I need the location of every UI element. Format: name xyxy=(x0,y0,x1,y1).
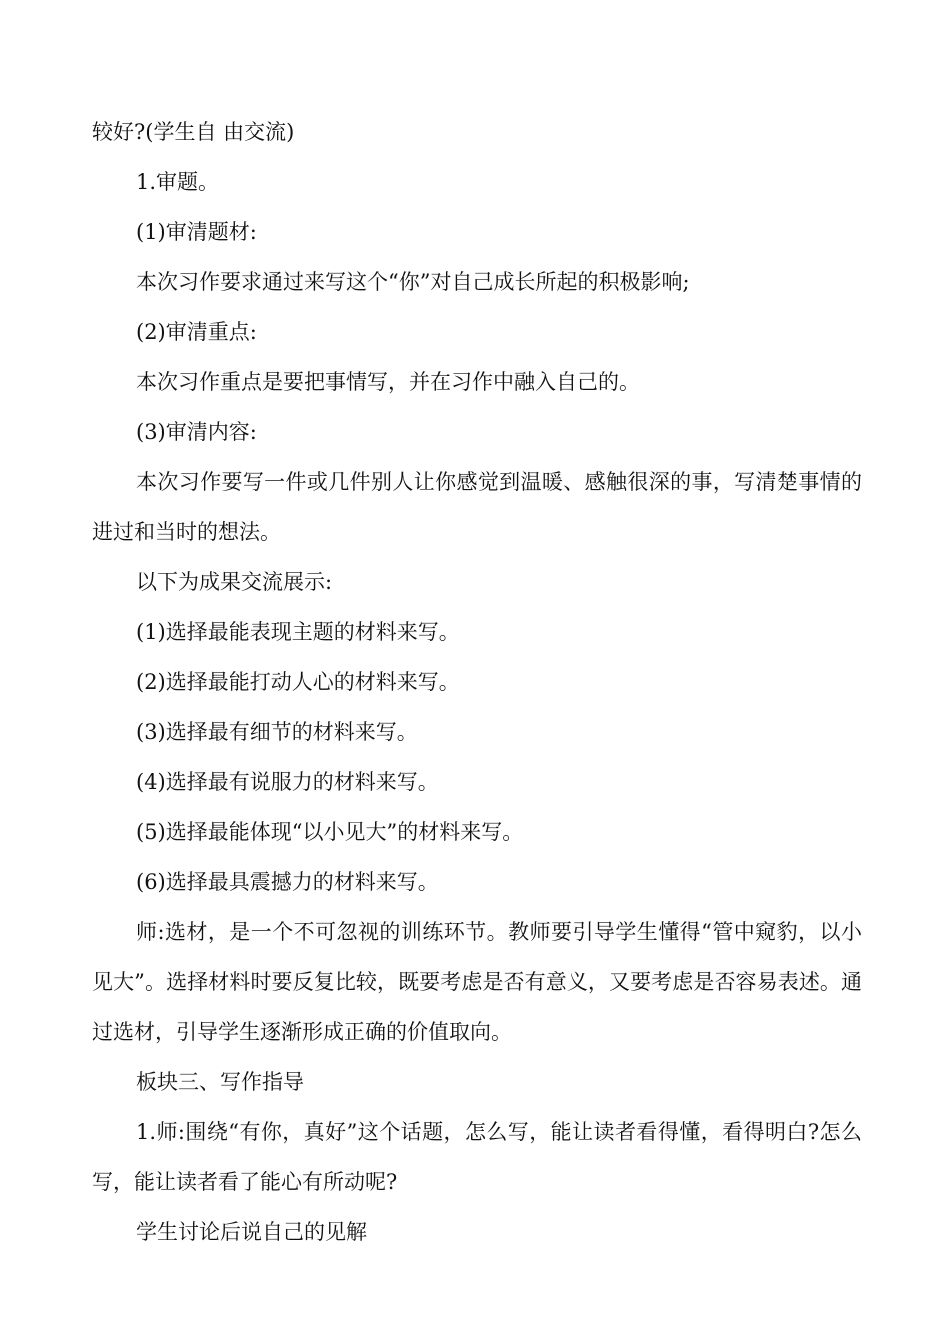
paragraph-continuation: 较好?(学生自 由交流) xyxy=(92,120,295,144)
list-item-5: (5)选择最能体现“以小见大”的材料来写。 xyxy=(136,820,524,844)
paragraph-student-discussion: 学生讨论后说自己的见解 xyxy=(136,1220,367,1244)
paragraph-focus-detail: 本次习作重点是要把事情写，并在习作中融入自己的。 xyxy=(136,370,640,394)
heading-review-topic: 1.审题。 xyxy=(136,170,220,194)
list-item-3: (3)选择最有细节的材料来写。 xyxy=(136,720,418,744)
subheading-focus: (2)审清重点: xyxy=(136,320,257,344)
paragraph-results-intro: 以下为成果交流展示: xyxy=(136,570,333,594)
subheading-subject: (1)审清题材: xyxy=(136,220,257,244)
list-item-6: (6)选择最具震撼力的材料来写。 xyxy=(136,870,439,894)
list-item-2: (2)选择最能打动人心的材料来写。 xyxy=(136,670,460,694)
paragraph-content-detail: 本次习作要写一件或几件别人让你感觉到温暖、感触很深的事，写清楚事情的进过和当时的想法。 xyxy=(92,470,862,544)
paragraph-subject-detail: 本次习作要求通过来写这个“你”对自己成长所起的积极影响; xyxy=(136,270,690,294)
paragraph-teacher-question: 1.师:围绕“有你，真好”这个话题，怎么写，能让读者看得懂，看得明白?怎么写，能让读者看了能心有所动呢? xyxy=(92,1120,862,1194)
paragraph-teacher-note: 师:选材，是一个不可忽视的训练环节。教师要引导学生懂得“管中窥豹，以小见大”。选择材料时要反复比较，既要考虑是否有意义，又要考虑是否容易表述。通过选材，引导学生逐渐形成正确的价值取向。 xyxy=(92,920,862,1044)
list-item-4: (4)选择最有说服力的材料来写。 xyxy=(136,770,439,794)
subheading-content: (3)审清内容: xyxy=(136,420,257,444)
list-item-1: (1)选择最能表现主题的材料来写。 xyxy=(136,620,460,644)
document-body xyxy=(92,107,862,1257)
section-heading-writing-guide: 板块三、写作指导 xyxy=(136,1070,304,1094)
